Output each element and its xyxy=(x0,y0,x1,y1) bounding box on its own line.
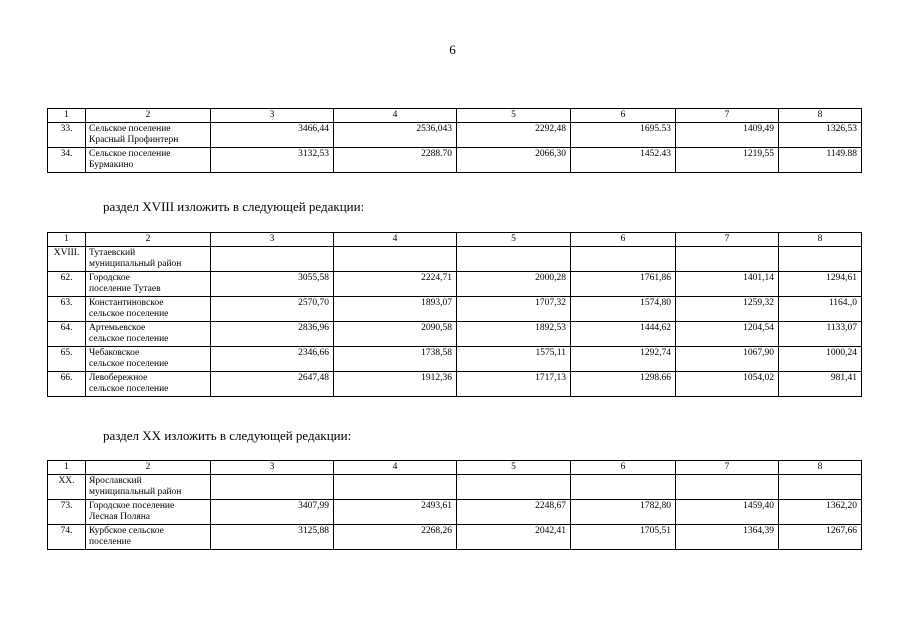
value-cell: 1444,62 xyxy=(571,322,676,347)
settlement-name-line: Артемьевское xyxy=(89,323,146,333)
column-header: 1 xyxy=(48,233,86,247)
table-header-row xyxy=(48,109,862,123)
value-cell xyxy=(211,475,334,500)
table-row xyxy=(48,247,862,272)
settlement-name-line: Бурмакино xyxy=(89,160,134,170)
value-cell: 1738,58 xyxy=(334,347,457,372)
value-cell: 1000,24 xyxy=(779,347,862,372)
value-cell: 2536,043 xyxy=(334,123,457,148)
value-cell: 2042,41 xyxy=(457,525,571,550)
value-cell: 981,41 xyxy=(779,372,862,397)
value-cell: 1409,49 xyxy=(676,123,779,148)
settlement-name-line: Красный Профинтерн xyxy=(89,135,179,145)
settlement-name-line: Левобережное xyxy=(89,373,148,383)
table-header-row xyxy=(48,461,862,475)
value-cell: 1401,14 xyxy=(676,272,779,297)
value-cell: 1452.43 xyxy=(571,148,676,173)
value-cell: 2346,66 xyxy=(211,347,334,372)
value-cell: 1695.53 xyxy=(571,123,676,148)
value-cell xyxy=(457,475,571,500)
settlement-name-line: сельское поселение xyxy=(89,384,169,394)
column-header: 6 xyxy=(571,461,676,475)
settlement-name-line: Городское поселение xyxy=(89,501,175,511)
value-cell: 2268,26 xyxy=(334,525,457,550)
column-header: 8 xyxy=(779,109,862,123)
table-row xyxy=(48,525,862,550)
value-cell: 1782,80 xyxy=(571,500,676,525)
value-cell: 1705,51 xyxy=(571,525,676,550)
settlement-name-line: сельское поселение xyxy=(89,334,169,344)
column-header: 5 xyxy=(457,233,571,247)
table-row xyxy=(48,322,862,347)
value-cell: 1292,74 xyxy=(571,347,676,372)
settlement-name xyxy=(86,123,211,148)
settlement-name-line: муниципальный район xyxy=(89,259,182,269)
value-cell: 2066,30 xyxy=(457,148,571,173)
value-cell: 2292,48 xyxy=(457,123,571,148)
value-cell: 1717,13 xyxy=(457,372,571,397)
section-heading-xx: раздел XX изложить в следующей редакции: xyxy=(103,428,352,443)
settlement-name xyxy=(86,347,211,372)
column-header: 7 xyxy=(676,233,779,247)
settlement-name-line: Ярославский xyxy=(89,476,142,486)
row-number: XVIII. xyxy=(48,247,86,272)
value-cell: 1054,02 xyxy=(676,372,779,397)
value-cell: 1133,07 xyxy=(779,322,862,347)
value-cell: 1326,53 xyxy=(779,123,862,148)
table-row xyxy=(48,347,862,372)
column-header: 3 xyxy=(211,109,334,123)
table-section-1 xyxy=(47,108,862,173)
settlement-name-line: муниципальный район xyxy=(89,487,182,497)
settlement-name xyxy=(86,372,211,397)
row-number: 74. xyxy=(48,525,86,550)
settlement-name xyxy=(86,322,211,347)
settlement-name-line: Сельское поселение xyxy=(89,124,171,134)
value-cell xyxy=(334,247,457,272)
value-cell: 3125,88 xyxy=(211,525,334,550)
value-cell: 2248,67 xyxy=(457,500,571,525)
column-header: 4 xyxy=(334,461,457,475)
value-cell: 1294,61 xyxy=(779,272,862,297)
settlement-name-line: Константиновское xyxy=(89,298,164,308)
column-header: 8 xyxy=(779,233,862,247)
value-cell xyxy=(676,247,779,272)
value-cell: 2493,61 xyxy=(334,500,457,525)
row-number: 73. xyxy=(48,500,86,525)
table-section-xviii xyxy=(47,232,862,397)
value-cell: 3055,58 xyxy=(211,272,334,297)
settlement-name-line: поселение Тутаев xyxy=(89,284,161,294)
column-header: 8 xyxy=(779,461,862,475)
settlement-name xyxy=(86,148,211,173)
value-cell: 2570,70 xyxy=(211,297,334,322)
table-row xyxy=(48,148,862,173)
row-number: 65. xyxy=(48,347,86,372)
column-header: 2 xyxy=(86,233,211,247)
settlement-name-line: Лесная Поляна xyxy=(89,512,150,522)
column-header: 3 xyxy=(211,461,334,475)
settlement-name xyxy=(86,500,211,525)
settlement-name-line: Городское xyxy=(89,273,130,283)
column-header: 5 xyxy=(457,461,571,475)
value-cell: 2090,58 xyxy=(334,322,457,347)
table-row xyxy=(48,123,862,148)
table-row xyxy=(48,475,862,500)
settlement-name xyxy=(86,272,211,297)
column-header: 2 xyxy=(86,461,211,475)
settlement-name xyxy=(86,247,211,272)
table-row xyxy=(48,297,862,322)
value-cell: 1761,86 xyxy=(571,272,676,297)
column-header: 4 xyxy=(334,109,457,123)
row-number: 64. xyxy=(48,322,86,347)
value-cell: 1298.66 xyxy=(571,372,676,397)
settlement-name-line: Курбское сельское xyxy=(89,526,164,536)
column-header: 2 xyxy=(86,109,211,123)
value-cell: 1362,20 xyxy=(779,500,862,525)
table-row xyxy=(48,372,862,397)
row-number: 66. xyxy=(48,372,86,397)
column-header: 6 xyxy=(571,109,676,123)
value-cell: 1259,32 xyxy=(676,297,779,322)
value-cell: 2288.70 xyxy=(334,148,457,173)
column-header: 1 xyxy=(48,109,86,123)
value-cell: 2000,28 xyxy=(457,272,571,297)
value-cell: 1707,32 xyxy=(457,297,571,322)
value-cell: 1912,36 xyxy=(334,372,457,397)
value-cell xyxy=(571,247,676,272)
row-number: 34. xyxy=(48,148,86,173)
value-cell: 1893,07 xyxy=(334,297,457,322)
row-number: 33. xyxy=(48,123,86,148)
table-header-row xyxy=(48,233,862,247)
value-cell: 1574,80 xyxy=(571,297,676,322)
value-cell: 3132,53 xyxy=(211,148,334,173)
value-cell: 1204,54 xyxy=(676,322,779,347)
value-cell xyxy=(676,475,779,500)
column-header: 7 xyxy=(676,461,779,475)
value-cell: 1267,66 xyxy=(779,525,862,550)
value-cell: 1164.,0 xyxy=(779,297,862,322)
column-header: 4 xyxy=(334,233,457,247)
column-header: 7 xyxy=(676,109,779,123)
value-cell: 1364,39 xyxy=(676,525,779,550)
value-cell xyxy=(779,247,862,272)
settlement-name-line: Чебаковское xyxy=(89,348,140,358)
settlement-name xyxy=(86,525,211,550)
row-number: 62. xyxy=(48,272,86,297)
value-cell xyxy=(779,475,862,500)
page-number: 6 xyxy=(449,42,456,57)
column-header: 6 xyxy=(571,233,676,247)
table-row xyxy=(48,272,862,297)
value-cell: 2647,48 xyxy=(211,372,334,397)
column-header: 5 xyxy=(457,109,571,123)
value-cell: 1149.88 xyxy=(779,148,862,173)
value-cell: 1219,55 xyxy=(676,148,779,173)
value-cell: 3407,99 xyxy=(211,500,334,525)
settlement-name-line: Тутаевский xyxy=(89,248,136,258)
value-cell: 3466,44 xyxy=(211,123,334,148)
value-cell: 1459,40 xyxy=(676,500,779,525)
settlement-name-line: сельское поселение xyxy=(89,359,169,369)
value-cell: 1575,11 xyxy=(457,347,571,372)
column-header: 3 xyxy=(211,233,334,247)
row-number: 63. xyxy=(48,297,86,322)
table-row xyxy=(48,500,862,525)
table-section-xx xyxy=(47,460,862,550)
settlement-name-line: сельское поселение xyxy=(89,309,169,319)
value-cell xyxy=(457,247,571,272)
settlement-name-line: поселение xyxy=(89,537,131,547)
value-cell xyxy=(211,247,334,272)
value-cell: 2836,96 xyxy=(211,322,334,347)
value-cell: 2224,71 xyxy=(334,272,457,297)
settlement-name xyxy=(86,475,211,500)
settlement-name xyxy=(86,297,211,322)
column-header: 1 xyxy=(48,461,86,475)
settlement-name-line: Сельское поселение xyxy=(89,149,171,159)
value-cell xyxy=(334,475,457,500)
value-cell: 1067,90 xyxy=(676,347,779,372)
value-cell: 1892,53 xyxy=(457,322,571,347)
section-heading-xviii: раздел XVIII изложить в следующей редакции: xyxy=(103,199,365,214)
row-number: XX. xyxy=(48,475,86,500)
value-cell xyxy=(571,475,676,500)
